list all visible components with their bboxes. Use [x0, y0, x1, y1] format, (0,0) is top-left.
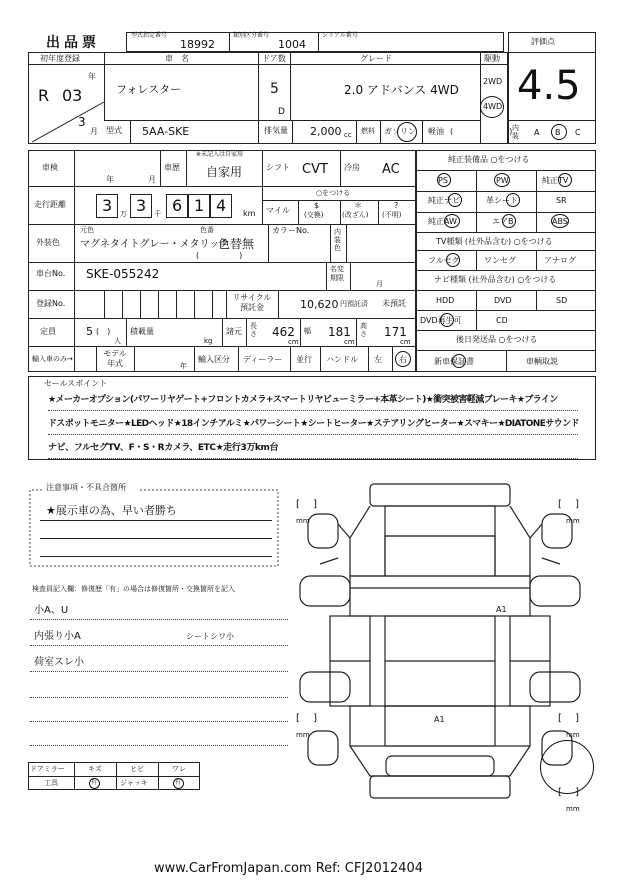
- mileage-digit-5: 4: [216, 196, 227, 215]
- nav-sd: SD: [556, 296, 568, 305]
- right-label: 右: [399, 355, 407, 364]
- interior-color-label: 内装色: [334, 228, 341, 252]
- capacity-value: 5: [86, 325, 93, 338]
- mileage-digit-1: 3: [102, 196, 113, 215]
- usage-value: 自家用: [206, 165, 243, 179]
- category-value: 1004: [278, 38, 306, 51]
- height-value: 171: [384, 325, 407, 339]
- model-code-value: 5AA-SKE: [142, 125, 190, 138]
- import-div-label: 輸入区分: [198, 355, 230, 364]
- drive-2wd: 2WD: [483, 77, 503, 86]
- ac-value: AC: [382, 162, 400, 177]
- equip-leather: 革シート: [486, 196, 518, 205]
- shaken-month-unit: 月: [148, 175, 156, 184]
- diagonal-slash: [30, 100, 106, 144]
- footer-watermark: www.CarFromJapan.com Ref: CFJ2012404: [154, 861, 424, 876]
- tread-mm-fr: mm: [566, 517, 580, 525]
- model-year-label: モデル年式: [103, 349, 127, 368]
- chassis-label: 車台No.: [36, 269, 66, 278]
- first-reg-label: 初年度登録: [40, 54, 80, 63]
- grade-points-label: 評価点: [531, 37, 555, 46]
- docs-manual: 車輌取説: [526, 357, 558, 366]
- document-title: 出品票: [46, 35, 100, 51]
- year-value: 03: [62, 86, 83, 105]
- inspector-label: 検査員記入欄：修復歴「有」の場合は修復箇所・交換箇所を記入: [32, 585, 235, 593]
- sales-line-3: ナビ、フルセグTV、F・S・Rカメラ、ETC★走行3万km台: [48, 443, 279, 453]
- tamper-label: (改ざん): [342, 211, 369, 219]
- equip-abs: ABS: [552, 217, 568, 226]
- tread-mm-fl: mm: [296, 517, 310, 525]
- height-label: 高さ: [360, 322, 367, 338]
- equip-pw: PW: [496, 176, 509, 185]
- color-no-label: カラーNo.: [272, 226, 310, 235]
- recycle-unit: 円預託済: [340, 300, 368, 308]
- inspector-line-2a: 内張り小A: [34, 631, 81, 642]
- recycle-not: 未預託: [382, 299, 406, 308]
- model-designation-value: 18992: [180, 38, 215, 51]
- car-name-label: 車 名: [165, 54, 189, 63]
- legend-break: ワレ: [172, 765, 186, 773]
- equip-ps: PS: [438, 176, 448, 185]
- door-type: D: [278, 107, 285, 117]
- import-label: 輸入車のみ→: [32, 355, 73, 363]
- shaken-label: 車検: [42, 163, 58, 172]
- legend-door-mirror: ドアミラー: [30, 765, 65, 773]
- equip-sr: SR: [556, 196, 567, 205]
- swap-symbol: $: [314, 201, 320, 210]
- name-change-month: 月: [376, 280, 383, 288]
- equip-airbag-circle: [502, 214, 516, 228]
- repaint-value: 色替無: [218, 237, 255, 251]
- usage-label: 車歴: [164, 163, 180, 172]
- serial-label: シリアル番号: [322, 32, 358, 39]
- sales-line-2: ドスポットモニター★LEDヘッド★18インチアルミ★パワーシート★シートヒーター★ステアリングヒーター★スマキー★DIATONEサウンド: [48, 419, 579, 429]
- usage-note: ※未記入は自家用: [196, 151, 244, 158]
- sales-label: セールスポイント: [44, 379, 108, 388]
- recycle-label: リサイクル預託金: [232, 293, 272, 312]
- height-cm: cm: [400, 338, 411, 346]
- doors-value: 5: [270, 81, 279, 97]
- notes-line-1: ★展示車の為、早い者勝ち: [46, 504, 177, 517]
- nav-dvd-play-circle: [440, 313, 454, 327]
- spare-tire: [540, 740, 594, 794]
- tread-bracket-spare: [ ]: [558, 787, 579, 798]
- mileage-label: 走行距離: [34, 200, 66, 209]
- shift-value: CVT: [302, 162, 328, 177]
- grade-points-value: 4.5: [517, 63, 581, 109]
- shift-label: シフト: [266, 163, 290, 172]
- color-value: マグネタイトグレー・メタリック: [80, 239, 230, 250]
- unknown-symbol: ?: [394, 201, 399, 210]
- color-number-paren: ( ): [196, 251, 243, 260]
- interior-b: B: [555, 128, 561, 137]
- equip-pw-circle: [494, 173, 510, 187]
- docs-title: 後日発送品 ○をつける: [456, 335, 538, 344]
- color-orig-label: 元色: [80, 226, 94, 234]
- mileage-man: 万: [120, 210, 127, 218]
- nav-cd: CD: [496, 316, 508, 325]
- era-value: R: [38, 86, 50, 105]
- fuel-label: 燃料: [361, 127, 375, 135]
- equip-airbag: エアB: [492, 217, 514, 226]
- cc-unit: cc: [344, 131, 352, 139]
- year-unit: 年: [88, 72, 96, 81]
- equip-leather-circle: [506, 193, 520, 207]
- tread-bracket-rr: [ ]: [558, 713, 579, 724]
- model-code-label: 型式: [106, 126, 122, 135]
- car-name-value: フォレスター: [116, 83, 182, 96]
- interior-c: C: [575, 128, 581, 137]
- grade-value: 2.0 アドバンス 4WD: [344, 83, 459, 97]
- diagram-mark-a1-bottom: A1: [434, 715, 445, 724]
- tamper-symbol: ＊: [354, 201, 362, 210]
- width-value: 181: [328, 325, 351, 339]
- width-cm: cm: [344, 338, 355, 346]
- equip-aw: 純正AW: [428, 217, 457, 226]
- equip-abs-circle: [551, 214, 569, 228]
- width-label: 幅: [304, 327, 311, 335]
- legend-scratch: キズ: [88, 765, 102, 773]
- displacement-value: 2,000: [310, 125, 342, 138]
- tread-bracket-fr: [ ]: [558, 499, 579, 510]
- nav-dvd: DVD: [494, 296, 512, 305]
- diagram-mark-a1-top: A1: [496, 605, 507, 614]
- equip-tv: 純正TV: [542, 176, 569, 185]
- month-unit: 月: [90, 127, 98, 136]
- interior-label: 内装: [512, 124, 519, 140]
- length-cm: cm: [288, 338, 299, 346]
- legend-crack: ヒビ: [130, 765, 144, 773]
- doors-label: ドア数: [262, 54, 286, 63]
- length-value: 462: [272, 325, 295, 339]
- drive-label: 駆動: [484, 54, 500, 63]
- capacity-paren: ( ): [96, 327, 111, 336]
- legend-jack: ジャッキ: [120, 779, 148, 787]
- tread-mm-spare: mm: [566, 805, 580, 813]
- legend-jack-yes: 有: [175, 779, 182, 786]
- month-value: 3: [78, 115, 86, 129]
- equip-navi: 純正ナビ: [428, 196, 460, 205]
- mileage-digit-3: 6: [172, 196, 183, 215]
- dims-label: 諸元: [226, 327, 242, 336]
- tv-oneseg: ワンセグ: [484, 256, 516, 265]
- shaken-year-unit: 年: [106, 175, 114, 184]
- equip-tv-circle: [558, 173, 572, 187]
- mileage-sen: 千: [154, 210, 161, 218]
- unknown-label: (不明): [382, 211, 402, 219]
- grade-label: グレード: [360, 54, 392, 63]
- recycle-value: 10,620: [300, 298, 339, 311]
- chassis-value: SKE-055242: [86, 267, 160, 281]
- km-unit: km: [243, 209, 256, 218]
- docs-warranty-circle: [452, 354, 466, 368]
- capacity-unit: 人: [114, 337, 121, 345]
- legend-tools-yes: 有: [91, 779, 98, 786]
- mileage-digit-2: 3: [136, 196, 147, 215]
- inspector-line-1: 小A、U: [34, 605, 69, 616]
- tv-analog: アナログ: [544, 256, 576, 265]
- fuel-other: ( ): [450, 127, 513, 136]
- swap-label: (交換): [304, 211, 324, 219]
- mile-label: マイル: [266, 206, 290, 215]
- tread-bracket-fl: [ ]: [296, 499, 317, 510]
- inspector-line-2b: シートシワ小: [186, 632, 234, 641]
- inspector-line-3: 荷室スレ小: [34, 657, 84, 668]
- fuel-diesel: 軽油: [428, 127, 444, 136]
- tv-title: TV種類 (社外品含む) ○をつける: [436, 237, 553, 246]
- tread-mm-rr: mm: [566, 731, 580, 739]
- equip-ps-circle: [437, 173, 451, 187]
- tv-fullseg: フルセグ: [428, 256, 460, 265]
- category-label: 類別区分番号: [233, 32, 270, 39]
- drive-4wd: 4WD: [483, 102, 503, 111]
- tread-bracket-rl: [ ]: [296, 713, 317, 724]
- tread-mm-rl: mm: [296, 731, 310, 739]
- docs-warranty: 新車保証書: [434, 357, 474, 366]
- dealer-label: ディーラー: [243, 355, 283, 364]
- equip-navi-circle: [448, 193, 462, 207]
- reg-no-label: 登録No.: [36, 299, 66, 308]
- left-label: 左: [374, 355, 382, 364]
- nav-hdd: HDD: [436, 296, 455, 305]
- name-change-label: 名変期限: [330, 265, 344, 282]
- tv-fullseg-circle: [446, 253, 460, 267]
- nav-title: ナビ種類 (社外品含む) ○をつける: [434, 275, 557, 284]
- model-year-unit: 年: [180, 362, 187, 370]
- equip-aw-circle: [444, 214, 460, 228]
- interior-a: A: [534, 128, 540, 137]
- handle-label: ハンドル: [326, 355, 358, 364]
- parallel-label: 並行: [296, 355, 312, 364]
- sales-line-1: ★メーカーオプション(パワーリヤゲート+フロントカメラ+スマートリヤビューミラー+本革シート)★衝突被害軽減ブレーキ★ブライン: [48, 395, 558, 405]
- capacity-label: 定員: [40, 327, 56, 336]
- nav-dvd-play: DVD再生可: [420, 316, 462, 325]
- fuel-gasoline-circle: [397, 122, 417, 142]
- notes-label: 注意事項・不具合箇所: [46, 483, 126, 492]
- color-label: 外装色: [36, 238, 60, 247]
- displacement-label: 排気量: [264, 126, 288, 135]
- load-label: 積載量: [130, 327, 154, 336]
- equipment-title: 純正装備品 ○をつける: [448, 155, 530, 164]
- legend-tools: 工具: [44, 779, 58, 787]
- fuel-gasoline: ガソリン: [384, 127, 416, 136]
- length-label: 長さ: [250, 322, 257, 338]
- model-designation-label: 型式指定番号: [131, 32, 168, 39]
- mileage-digit-4: 1: [194, 196, 205, 215]
- color-number-label: 色番: [200, 226, 214, 234]
- kg-unit: kg: [204, 337, 213, 345]
- circle-note: ○をつける: [316, 189, 351, 197]
- ac-label: 冷房: [344, 163, 360, 172]
